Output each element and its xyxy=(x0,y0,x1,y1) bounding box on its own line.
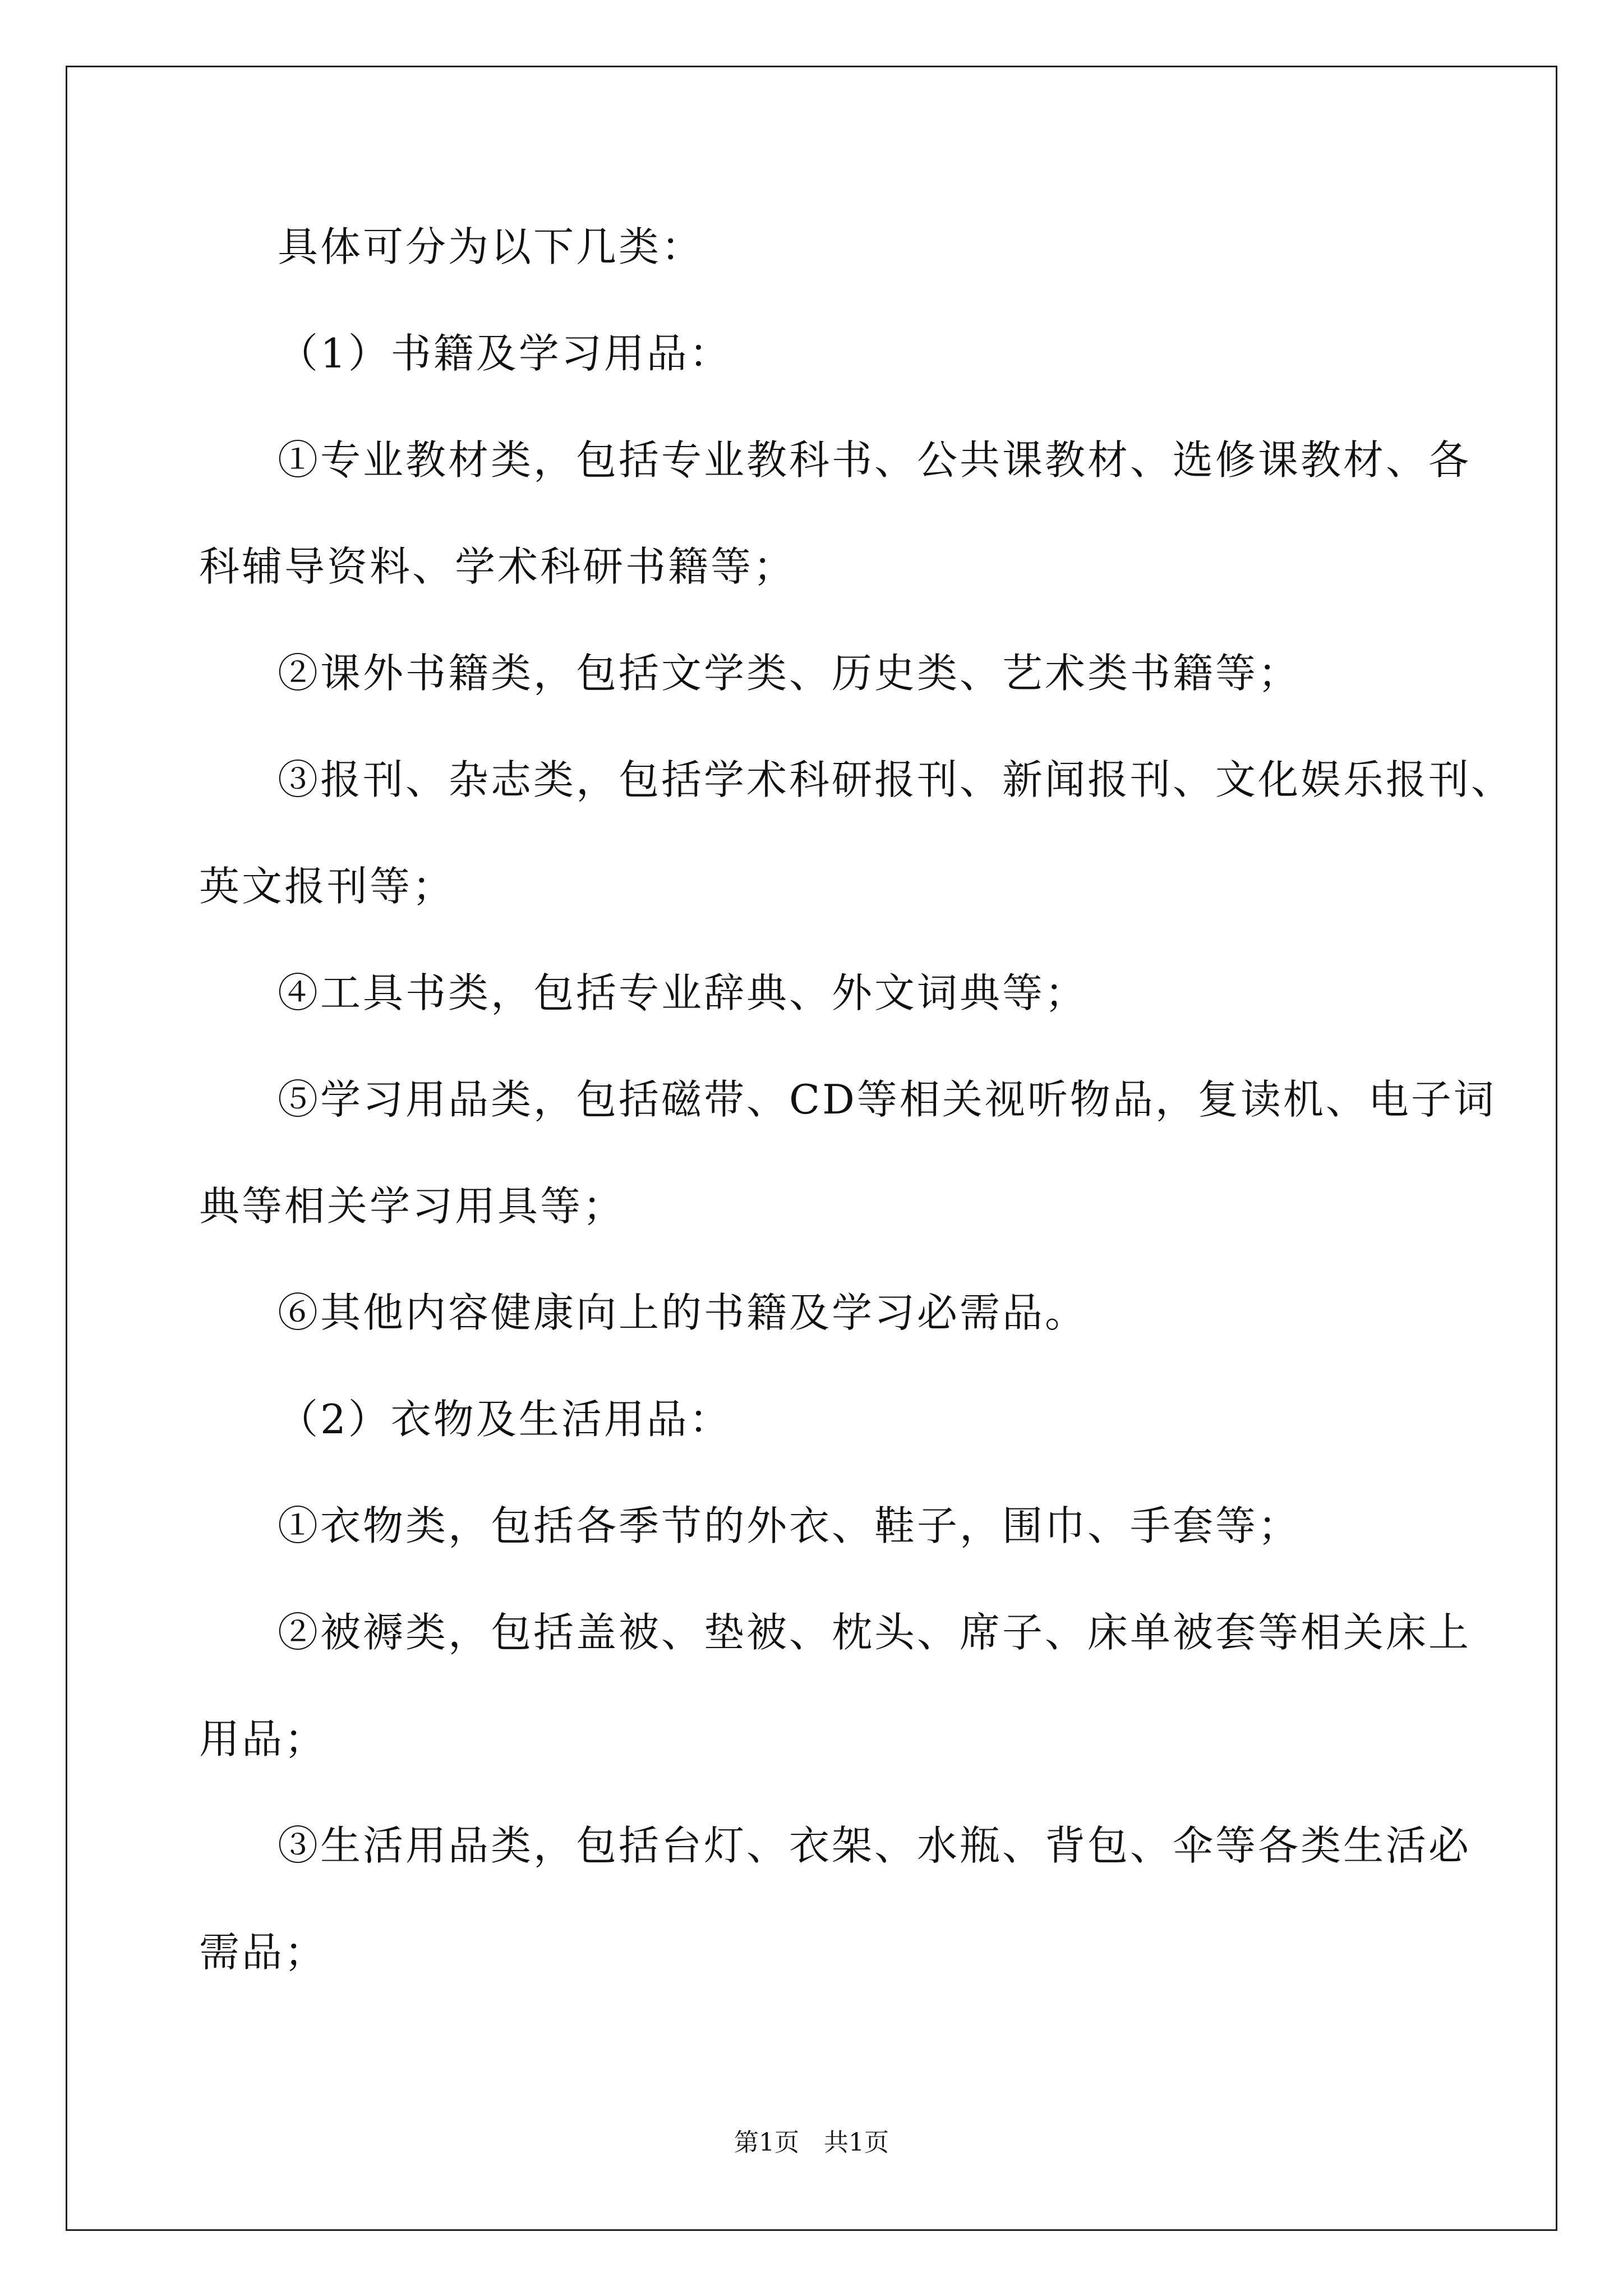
section-heading: （1）书籍及学习用品： xyxy=(278,330,732,377)
page-frame xyxy=(66,66,1557,2231)
paragraph-line: ③生活用品类，包括台灯、衣架、水瓶、背包、伞等各类生活必 xyxy=(278,1822,1472,1869)
paragraph-line: ⑤学习用品类，包括磁带、CD等相关视听物品，复读机、电子词 xyxy=(278,1076,1496,1123)
section-heading: （2）衣物及生活用品： xyxy=(278,1396,732,1443)
paragraph-line: 需品； xyxy=(199,1929,328,1976)
paragraph-line: ⑥其他内容健康向上的书籍及学习必需品。 xyxy=(278,1289,1088,1336)
paragraph-line: 典等相关学习用具等； xyxy=(199,1182,626,1230)
paragraph-line: ③报刊、杂志类，包括学术科研报刊、新闻报刊、文化娱乐报刊、 xyxy=(278,756,1514,803)
paragraph-line: 用品； xyxy=(199,1715,328,1763)
paragraph-line: 具体可分为以下几类： xyxy=(278,223,704,270)
paragraph-line: ①专业教材类，包括专业教科书、公共课教材、选修课教材、各 xyxy=(278,436,1472,484)
page-footer xyxy=(0,2126,1623,2160)
paragraph-line: 科辅导资料、学术科研书籍等； xyxy=(199,543,796,590)
paragraph-line: ②课外书籍类，包括文学类、历史类、艺术类书籍等； xyxy=(278,650,1301,697)
paragraph-line: ①衣物类，包括各季节的外衣、鞋子，围巾、手套等； xyxy=(278,1502,1301,1549)
page-total: 共1页 xyxy=(824,2128,889,2157)
paragraph-line: ②被褥类，包括盖被、垫被、枕头、席子、床单被套等相关床上 xyxy=(278,1609,1472,1656)
paragraph-line: ④工具书类，包括专业辞典、外文词典等； xyxy=(278,969,1088,1016)
page-number: 第1页 xyxy=(734,2128,799,2157)
paragraph-line: 英文报刊等； xyxy=(199,863,455,910)
